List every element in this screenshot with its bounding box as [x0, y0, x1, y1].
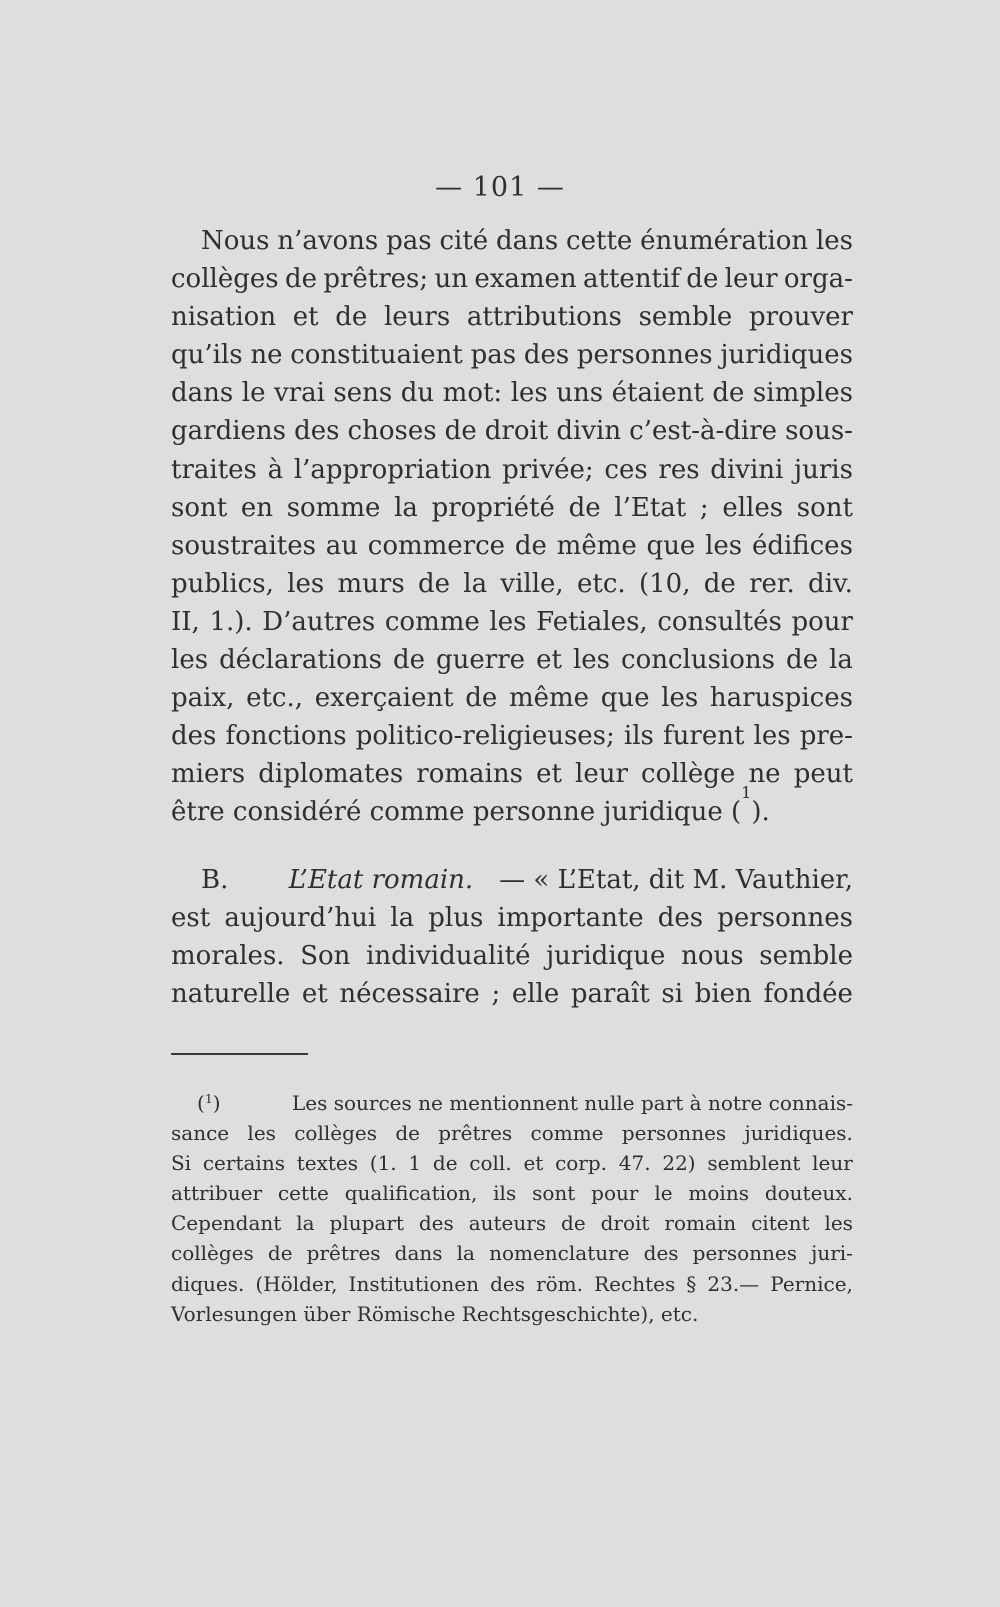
- text-line: les déclarations de guerre et les conclusions de la: [171, 645, 853, 676]
- text-line: des fonctions politico-religieuses; ils furent les pre-: [171, 721, 853, 752]
- footnote-marker: 1: [204, 1091, 213, 1107]
- text-line: morales. Son individualité juridique nous semble: [171, 940, 853, 971]
- text-line-last: être considéré comme personne juridique ( 1 ).: [171, 793, 853, 831]
- text-line: II, 1.). D’autres comme les Fetiales, consultés pour: [171, 606, 853, 637]
- text-line: qu’ils ne constituaient pas des personnes juridiques: [171, 340, 853, 371]
- text-line: dans le vrai sens du mot: les uns étaient de simples: [171, 378, 853, 409]
- text-line: Nous n’avons pas cité dans cette énumération les: [201, 226, 853, 256]
- footnote-line: Cependant la plupart des auteurs de droit romain citent les: [171, 1211, 853, 1236]
- footnote-first-line-rest: Les sources ne mentionnent nulle part à notre connais-: [291, 1091, 853, 1115]
- paragraph-priest-colleges: [171, 222, 853, 832]
- footnote: [171, 1088, 853, 1329]
- text-line: traites à l’appropriation privée; ces res divini juris: [171, 454, 853, 485]
- footnote-line: Vorlesungen über Römische Rechtsgeschichte), etc.: [171, 1301, 699, 1326]
- section-heading: L’Etat romain.: [288, 864, 474, 895]
- footnote-line: Si certains textes (1. 1 de coll. et corp. 47. 22) semblent leur: [171, 1151, 853, 1176]
- text-line: miers diplomates romains et leur collège ne peut: [171, 759, 853, 790]
- page-number: — 101 —: [435, 172, 565, 203]
- text-line: soustraites au commerce de même que les édifices: [171, 530, 853, 561]
- footnote-first-line: [171, 1088, 853, 1118]
- footnote-line: attribuer cette qualification, ils sont pour le moins douteux.: [171, 1181, 853, 1206]
- footnote-marker-wrap: ($^1$): [197, 1091, 221, 1115]
- main-text: [171, 222, 853, 1013]
- text-line: gardiens des choses de droit divin c’est-à-dire sous-: [171, 416, 853, 447]
- footnote-line: diques. (Hölder, Institutionen des röm. Rechtes § 23.— Pernice,: [171, 1271, 853, 1296]
- text-line: est aujourd’hui la plus importante des personnes: [171, 902, 853, 933]
- text-line: paix, etc., exerçaient de même que les haruspices: [171, 683, 853, 714]
- end-punctuation: ).: [751, 797, 770, 828]
- section-heading-line: [171, 861, 853, 899]
- footnote-reference: 1: [741, 783, 752, 803]
- text-line-content: être considéré comme personne juridique: [171, 797, 723, 828]
- footnote-divider: [171, 1053, 308, 1055]
- section-label: B.: [201, 864, 229, 895]
- footnote-line: collèges de prêtres dans la nomenclature des personnes juri-: [171, 1241, 853, 1266]
- text-line: sont en somme la propriété de l’Etat ; elles sont: [171, 492, 853, 523]
- footnote-line: sance les collèges de prêtres comme personnes juridiques.: [171, 1121, 853, 1146]
- text-line: naturelle et nécessaire ; elle paraît si bien fondée: [171, 978, 853, 1009]
- text-line: nisation et de leurs attributions semble prouver: [171, 302, 853, 333]
- text-line: collèges de prêtres; un examen attentif de leur orga-: [171, 264, 853, 295]
- paragraph-roman-state: [171, 861, 853, 1013]
- section-first-line-rest: — « L’Etat, dit M. Vauthier,: [499, 864, 853, 895]
- text-line: publics, les murs de la ville, etc. (10, de rer. div.: [171, 568, 853, 599]
